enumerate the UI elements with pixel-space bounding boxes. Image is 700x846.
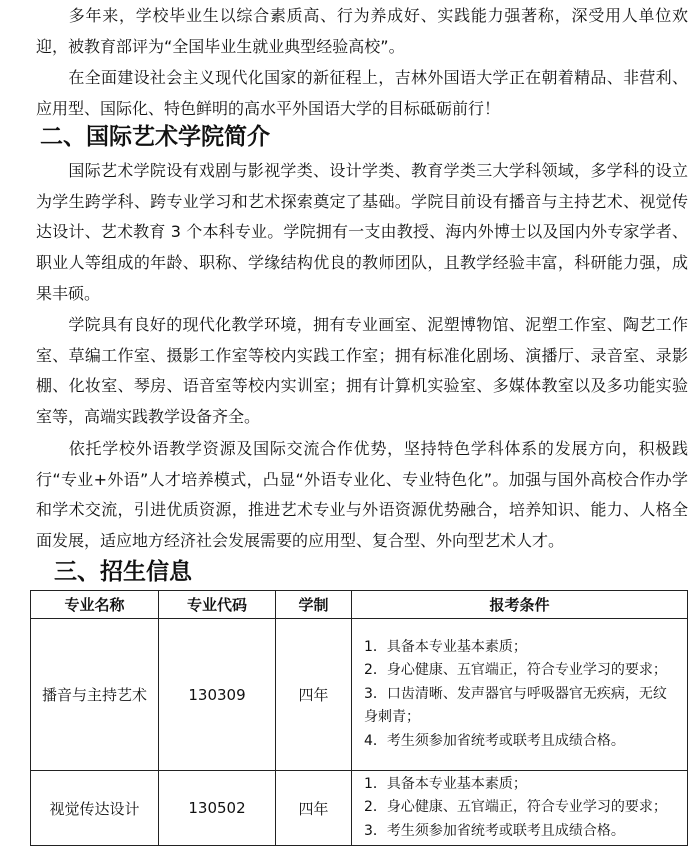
major-code-cell: 130502 xyxy=(159,771,276,846)
section-2-paragraph-1-text: 国际艺术学院设有戏剧与影视学类、设计学类、教育学类三大学科领域，多学科的设立为学生跨学科、跨专业学习和艺术探索奠定了基础。学院目前设有播音与主持艺术、视觉传达设计、艺术教育 3 个本科专业。学院拥有一支由教授、海内外博士以及国内外专家学者、职业人等组成的年龄、职称、学缘结构优良的教师团队，且教学经验丰富，科研能力强，成果丰硕。 xyxy=(36,161,688,303)
major-code-cell: 130309 xyxy=(159,619,276,771)
major-name-cell: 视觉传达设计 xyxy=(31,771,159,846)
section-2-paragraph-3-text: 依托学校外语教学资源及国际交流合作优势，坚持特色学科体系的发展方向，积极践行“专业+外语”人才培养模式，凸显“外语专业化、专业特色化”。加强与国外高校合作办学和学术交流，引进优质资源，推进艺术专业与外语资源优势融合，培养知识、能力、人格全面发展，适应地方经济社会发展需要的应用型、复合型、外向型艺术人才。 xyxy=(36,439,688,551)
header-major-code: 专业代码 xyxy=(159,591,276,619)
header-major-name: 专业名称 xyxy=(31,591,159,619)
requirements-cell xyxy=(352,771,688,846)
requirements-list xyxy=(352,636,687,754)
intro-paragraph-2-text: 在全面建设社会主义现代化国家的新征程上，吉林外国语大学正在朝着精品、非营利、应用型、国际化、特色鲜明的高水平外国语大学的目标砥砺前行！ xyxy=(36,68,688,118)
requirements-list xyxy=(352,773,687,844)
duration-cell: 四年 xyxy=(276,771,352,846)
major-name-cell: 播音与主持艺术 xyxy=(31,619,159,771)
requirement-item: 2．身心健康、五官端正，符合专业学习的要求； xyxy=(364,799,667,816)
table-header-row xyxy=(31,591,688,619)
section-3-heading: 三、招生信息 xyxy=(54,559,192,585)
intro-paragraph-2 xyxy=(36,63,688,124)
section-2-heading: 二、国际艺术学院简介 xyxy=(40,124,270,150)
intro-paragraph-1 xyxy=(36,1,688,62)
requirement-item: 1．具备本专业基本素质； xyxy=(364,775,527,792)
intro-paragraph-1-text: 多年来，学校毕业生以综合素质高、行为养成好、实践能力强著称，深受用人单位欢迎，被教育部评为“全国毕业生就业典型经验高校”。 xyxy=(36,6,688,56)
header-duration: 学制 xyxy=(276,591,352,619)
requirement-item: 1．具备本专业基本素质； xyxy=(364,638,527,655)
admission-table xyxy=(30,590,688,846)
section-2-paragraph-2-text: 学院具有良好的现代化教学环境，拥有专业画室、泥塑博物馆、泥塑工作室、陶艺工作室、草编工作室、摄影工作室等校内实践工作室；拥有标准化剧场、演播厅、录音室、录影棚、化妆室、琴房、语音室等校内实训室；拥有计算机实验室、多媒体教室以及多功能实验室等，高端实践教学设备齐全。 xyxy=(36,315,688,427)
requirement-item: 3．考生须参加省统考或联考且成绩合格。 xyxy=(364,822,625,839)
requirement-item: 3．口齿清晰、发声器官与呼吸器官无疾病，无纹身刺青； xyxy=(364,685,667,726)
section-2-paragraph-1 xyxy=(36,156,688,310)
header-requirements: 报考条件 xyxy=(352,591,688,619)
duration-cell: 四年 xyxy=(276,619,352,771)
requirement-item: 4．考生须参加省统考或联考且成绩合格。 xyxy=(364,732,625,749)
section-2-paragraph-3 xyxy=(36,434,688,557)
requirement-item: 2．身心健康、五官端正，符合专业学习的要求； xyxy=(364,662,667,679)
section-2-paragraph-2 xyxy=(36,310,688,433)
table-row xyxy=(31,619,688,771)
requirements-cell xyxy=(352,619,688,771)
table-row xyxy=(31,771,688,846)
